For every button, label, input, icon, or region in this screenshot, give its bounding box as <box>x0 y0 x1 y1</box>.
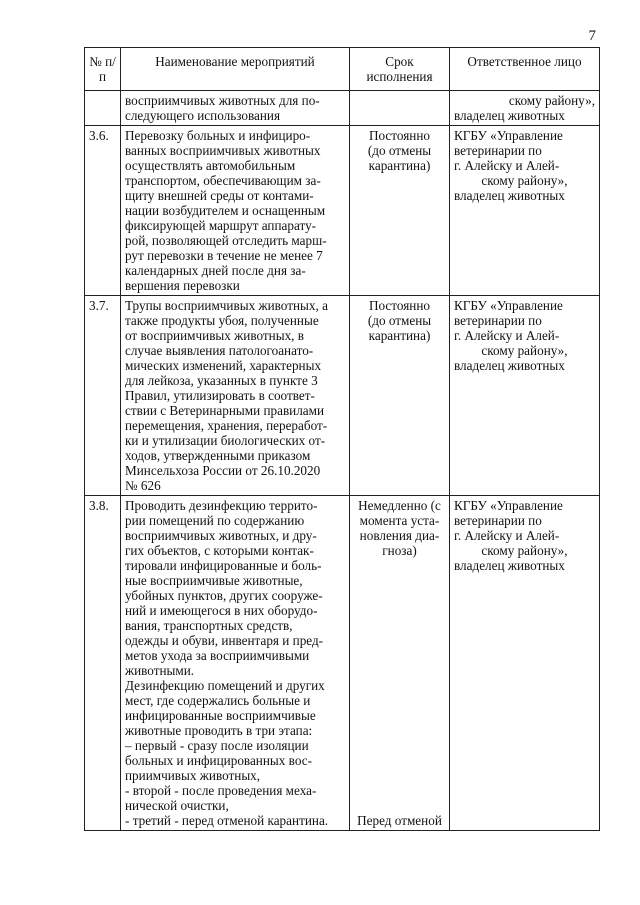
resp-line: владелец животных <box>454 558 565 573</box>
term-line: Постоянно <box>368 298 430 313</box>
header-num-text: № п/п <box>89 54 116 84</box>
name-line: вершения перевозки <box>125 278 240 293</box>
row-term <box>350 296 450 496</box>
name-line: больных и инфицированных вос- <box>125 753 312 768</box>
resp-line: скому району», <box>481 343 568 358</box>
name-line: – первый - сразу после изоляции <box>125 738 309 753</box>
row-name <box>121 496 350 831</box>
name-line: - третий - перед отменой карантина. <box>125 813 329 828</box>
table-row <box>85 496 600 831</box>
row-responsible <box>450 496 600 831</box>
table-row <box>85 126 600 296</box>
resp-line: г. Алейску и Алей- <box>454 328 560 343</box>
term-line: карантина) <box>368 328 431 343</box>
name-line: нации возбудителем и оснащенным <box>125 203 326 218</box>
name-line: транспортом, обеспечивающим за- <box>125 173 321 188</box>
resp-line: КГБУ «Управление <box>454 498 563 513</box>
continuation-responsible <box>450 91 600 126</box>
name-line: тировали инфицированные и боль- <box>125 558 322 573</box>
row-term <box>350 496 450 831</box>
table-row <box>85 296 600 496</box>
name-line: - второй - после проведения меха- <box>125 783 317 798</box>
header-num <box>85 48 121 91</box>
term-line: момента уста- <box>359 513 440 528</box>
name-line: инфицированные восприимчивые <box>125 708 316 723</box>
name-line: также продукты убоя, полученные <box>125 313 319 328</box>
resp-line: ветеринарии по <box>454 313 542 328</box>
name-line: Перевозку больных и инфициро- <box>125 128 311 143</box>
name-line: осуществлять автомобильным <box>125 158 296 173</box>
resp-line: скому району», <box>481 173 568 188</box>
row-number: 3.7. <box>85 296 121 496</box>
name-line: одежды и обуви, инвентаря и пред- <box>125 633 324 648</box>
name-line: ванных восприимчивых животных <box>125 143 321 158</box>
resp-line: владелец животных <box>454 108 565 123</box>
page-number: 7 <box>588 28 596 44</box>
name-line: рут перевозки в течение не менее 7 <box>125 248 323 263</box>
name-line: нической очистки, <box>125 798 229 813</box>
term-before-cancel: Перед отменой <box>357 813 442 828</box>
resp-line: КГБУ «Управление <box>454 128 563 143</box>
name-line: Дезинфекцию помещений и других <box>125 678 325 693</box>
continuation-term <box>350 91 450 126</box>
name-line: ствии с Ветеринарными правилами <box>125 403 325 418</box>
name-line: приимчивых животных, <box>125 768 261 783</box>
term-line: (до отмены <box>367 143 432 158</box>
resp-line: скому району», <box>481 543 568 558</box>
name-line: от восприимчивых животных, в <box>125 328 304 343</box>
header-name: Наименование мероприятий <box>121 48 350 91</box>
resp-line: владелец животных <box>454 188 565 203</box>
name-line: ные восприимчивые животные, <box>125 573 303 588</box>
header-responsible: Ответственное лицо <box>450 48 600 91</box>
name-line: Минсельхоза России от 26.10.2020 <box>125 463 321 478</box>
continuation-num <box>85 91 121 126</box>
header-term: Срок исполнения <box>350 48 450 91</box>
resp-line: КГБУ «Управление <box>454 298 563 313</box>
name-line: рой, позволяющей отследить марш- <box>125 233 327 248</box>
name-line: животными. <box>125 663 195 678</box>
row-responsible <box>450 126 600 296</box>
term-line: Немедленно (с <box>358 498 441 513</box>
name-line: календарных дней после дня за- <box>125 263 306 278</box>
table-header-row <box>85 48 600 91</box>
name-line: Проводить дезинфекцию террито- <box>125 498 318 513</box>
continuation-row <box>85 91 600 126</box>
name-line: фиксирующей маршрут аппарату- <box>125 218 317 233</box>
name-line: щиту внешней среды от контами- <box>125 188 314 203</box>
row-number: 3.6. <box>85 126 121 296</box>
name-line: мических изменений, характерных <box>125 358 322 373</box>
name-line: мест, где содержались больные и <box>125 693 311 708</box>
name-line: следующего использования <box>125 108 281 123</box>
name-line: гих объектов, с которыми контак- <box>125 543 314 558</box>
name-line: ний и имеющегося в них оборудо- <box>125 603 318 618</box>
row-responsible <box>450 296 600 496</box>
resp-line: г. Алейску и Алей- <box>454 158 560 173</box>
name-line: животные проводить в три этапа: <box>125 723 313 738</box>
term-line: карантина) <box>368 158 431 173</box>
name-line: Правил, утилизировать в соответ- <box>125 388 315 403</box>
name-line: перемещения, хранения, переработ- <box>125 418 328 433</box>
name-line: рии помещений по содержанию <box>125 513 305 528</box>
name-line: случае выявления патологоанато- <box>125 343 314 358</box>
name-line: восприимчивых животных для по- <box>125 93 320 108</box>
continuation-name <box>121 91 350 126</box>
name-line: восприимчивых животных, и дру- <box>125 528 317 543</box>
row-number: 3.8. <box>85 496 121 831</box>
row-term <box>350 126 450 296</box>
name-line: убойных пунктов, других сооруже- <box>125 588 323 603</box>
name-line: Трупы восприимчивых животных, а <box>125 298 328 313</box>
term-line: гноза) <box>382 543 417 558</box>
name-line: метов ухода за восприимчивыми <box>125 648 310 663</box>
name-line: ходов, утвержденными приказом <box>125 448 311 463</box>
measures-table <box>84 47 600 831</box>
name-line: ки и утилизации биологических от- <box>125 433 326 448</box>
term-line: (до отмены <box>367 313 432 328</box>
name-line: для лейкоза, указанных в пункте 3 <box>125 373 318 388</box>
term-line: новления диа- <box>359 528 440 543</box>
row-name <box>121 126 350 296</box>
resp-line: г. Алейску и Алей- <box>454 528 560 543</box>
term-line: Постоянно <box>368 128 430 143</box>
resp-line: ветеринарии по <box>454 513 542 528</box>
name-line: № 626 <box>125 478 161 493</box>
row-name <box>121 296 350 496</box>
resp-line: скому району», <box>508 93 595 108</box>
resp-line: ветеринарии по <box>454 143 542 158</box>
resp-line: владелец животных <box>454 358 565 373</box>
name-line: вания, транспортных средств, <box>125 618 293 633</box>
